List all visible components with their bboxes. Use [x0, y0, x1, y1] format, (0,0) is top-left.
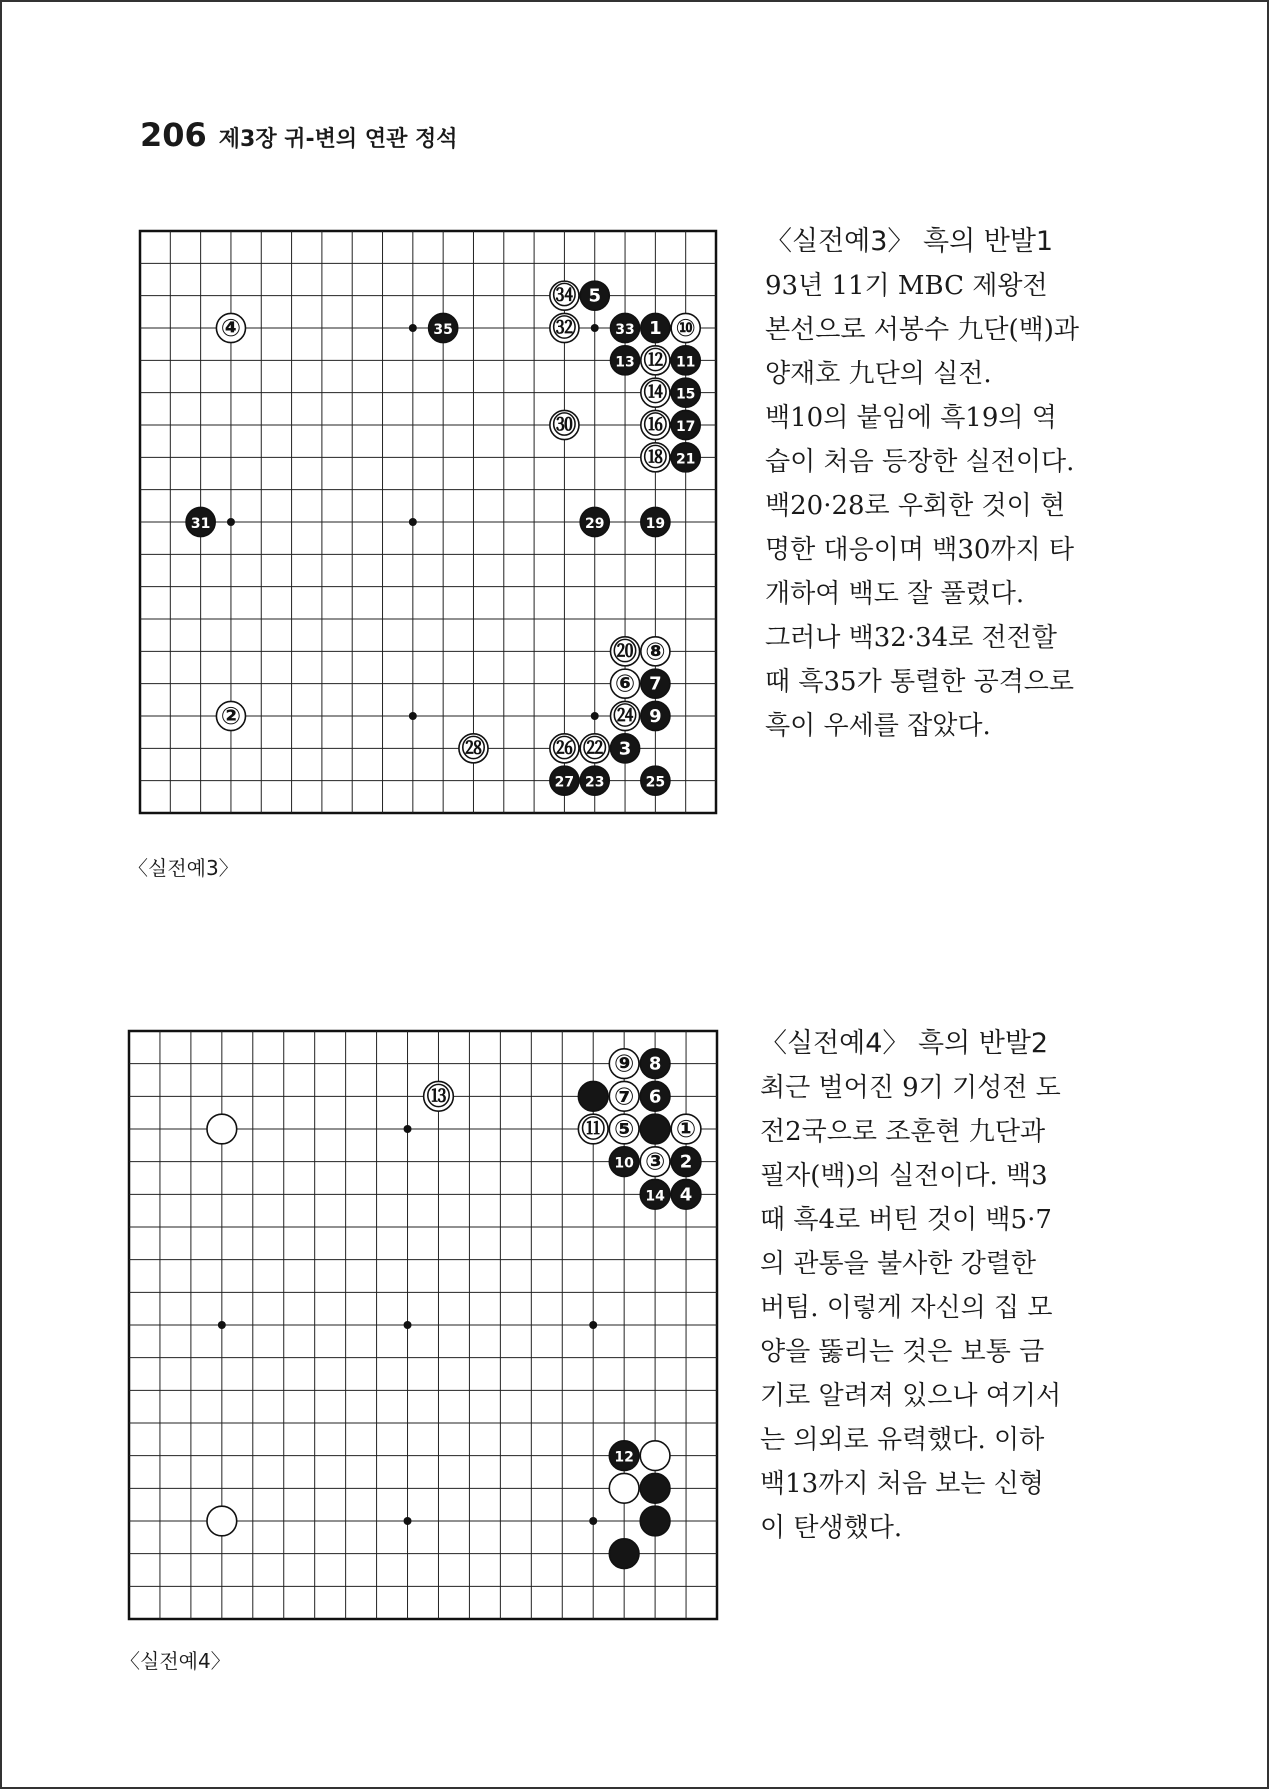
- stone-label: ⑥: [614, 669, 636, 698]
- star-point: [589, 1517, 597, 1525]
- star-point: [409, 712, 417, 720]
- stone-label: 8: [648, 1053, 662, 1075]
- star-point: [218, 1321, 226, 1329]
- stone-label: 10: [614, 1155, 634, 1172]
- stone-label: ㉚: [552, 411, 577, 439]
- stone-label: ④: [220, 314, 242, 342]
- stone-label: ⑫: [643, 346, 668, 375]
- stone-label: ㉔: [613, 702, 638, 730]
- stone-label: ⑤: [613, 1115, 635, 1143]
- stone-label: 1: [649, 318, 662, 339]
- white-stone: [207, 1506, 237, 1536]
- stone-label: 35: [433, 322, 453, 338]
- commentary-1-para-3: 그러나 백32·34로 전전할 때 흑35가 통렬한 공격으로 흑이 우세를 잡았다.: [765, 623, 1075, 741]
- star-point: [591, 712, 599, 720]
- stone-label: ⑨: [613, 1049, 635, 1078]
- stone-label: 15: [675, 386, 696, 403]
- stone-label: 29: [584, 516, 605, 532]
- stone-label: 14: [645, 1188, 665, 1205]
- stone-label: ㉖: [552, 734, 577, 763]
- black-stone: [578, 1081, 608, 1111]
- black-stone: [640, 1114, 670, 1144]
- commentary-1-para-1: 93년 11기 MBC 제왕전 본선으로 서봉수 九단(백)과 양재호 九단의 실전.: [765, 271, 1079, 389]
- go-board-diagram-2: [123, 1025, 723, 1625]
- stone-label: ⑦: [613, 1082, 635, 1111]
- stone-label: 12: [614, 1449, 634, 1466]
- stone-label: ⑳: [613, 637, 638, 666]
- stone-label: ⑭: [643, 378, 668, 407]
- star-point: [404, 1517, 412, 1525]
- stone-label: 2: [679, 1151, 693, 1173]
- stone-label: 23: [584, 774, 605, 791]
- stone-label: 9: [649, 706, 662, 727]
- star-point: [591, 324, 599, 332]
- page-header: [140, 116, 457, 154]
- stone-label: ②: [220, 702, 242, 730]
- star-point: [409, 518, 417, 526]
- stone-label: 25: [645, 774, 666, 791]
- stone-label: 31: [190, 516, 211, 532]
- stone-label: ③: [644, 1147, 666, 1176]
- star-point: [409, 324, 417, 332]
- page-number: 206: [140, 116, 207, 154]
- go-board-diagram-1: [134, 225, 724, 821]
- commentary-2-heading: 〈실전예4〉 흑의 반발2: [760, 1028, 1049, 1059]
- commentary-2: [760, 1022, 1068, 1550]
- stone-label: ①: [675, 1115, 697, 1143]
- stone-label: 5: [588, 285, 602, 307]
- stone-label: 11: [675, 354, 696, 371]
- white-stone: [609, 1473, 639, 1503]
- black-stone: [640, 1506, 670, 1536]
- stone-label: 33: [615, 322, 635, 338]
- black-stone: [609, 1539, 639, 1569]
- diagram-2-caption: 〈실전예4〉: [120, 1649, 231, 1673]
- stone-label: ⑬: [426, 1082, 451, 1111]
- stone-label: 27: [554, 774, 575, 791]
- stone-label: ㉒: [582, 734, 607, 763]
- white-stone: [207, 1114, 237, 1144]
- chapter-title: 제3장 귀-변의 연관 정석: [218, 127, 458, 152]
- commentary-1-heading: 〈실전예3〉 흑의 반발1: [765, 226, 1054, 257]
- stone-label: 6: [648, 1086, 662, 1108]
- black-stone: [640, 1473, 670, 1503]
- stone-label: 21: [675, 451, 696, 468]
- stone-label: 3: [618, 738, 632, 760]
- white-stone: [640, 1441, 670, 1471]
- stone-label: ⑩: [675, 314, 696, 342]
- stone-label: ㉞: [552, 281, 577, 310]
- star-point: [589, 1321, 597, 1329]
- stone-label: 7: [649, 673, 662, 695]
- commentary-1: [765, 220, 1080, 748]
- stone-label: 19: [645, 516, 666, 532]
- stone-label: 13: [615, 354, 635, 371]
- stone-label: ⑱: [643, 443, 668, 472]
- diagram-1-caption: 〈실전예3〉: [128, 856, 239, 880]
- stone-label: ㉜: [552, 314, 577, 342]
- stone-label: 17: [675, 419, 696, 435]
- commentary-2-para-1: 최근 벌어진 9기 기성전 도전2국으로 조훈현 九단과 필자(백)의 실전이다. 백3때 흑4로 버틴 것이 백5·7의 관통을 불사한 강렬한 버팀. 이렇게 자신의 집 모양을 뚫리는 것은 보통 금기로 알려져 있으나 여기서는 의외로 유력했다. 이하 백13까지 처음 보는 신형이 탄생했다.: [760, 1073, 1062, 1543]
- stone-label: ⑯: [643, 411, 668, 439]
- star-point: [227, 518, 235, 526]
- stone-label: 4: [679, 1184, 693, 1206]
- star-point: [404, 1321, 412, 1329]
- stone-label: ⑪: [581, 1115, 606, 1143]
- commentary-1-para-2: 백10의 붙임에 흑19의 역습이 처음 등장한 실전이다. 백20·28로 우회한 것이 현명한 대응이며 백30까지 타개하여 백도 잘 풀렸다.: [765, 403, 1075, 609]
- stone-label: ⑧: [645, 637, 666, 666]
- star-point: [404, 1125, 412, 1133]
- stone-label: ㉘: [461, 734, 486, 763]
